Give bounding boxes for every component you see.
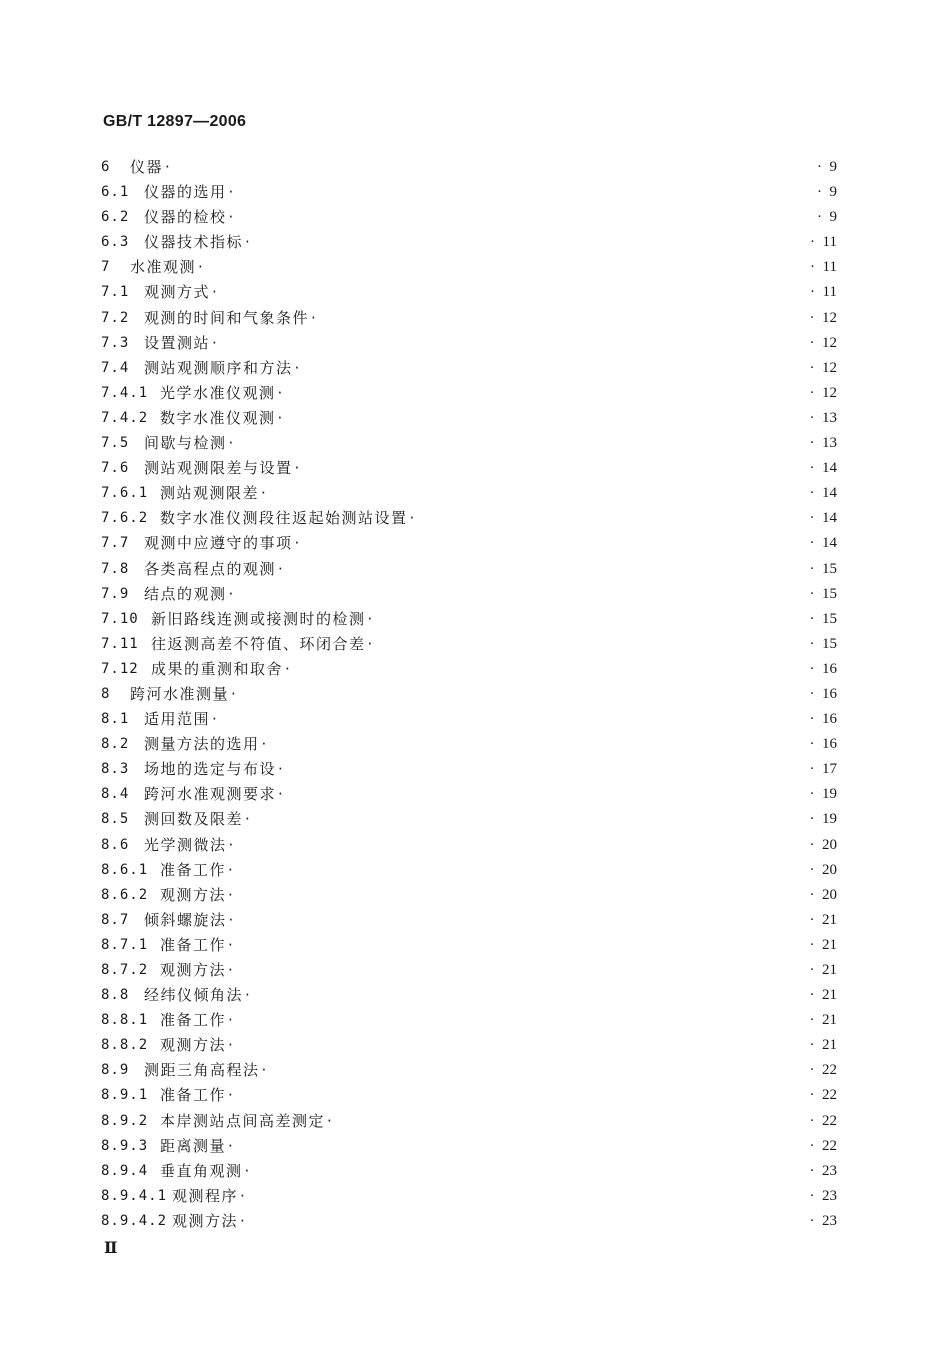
toc-entry-number: 7.8 xyxy=(101,560,130,577)
toc-entry[interactable] xyxy=(0,1159,950,1184)
toc-entry-number: 7.10 xyxy=(101,610,139,627)
toc-entry-number: 7.4.1 xyxy=(101,384,149,401)
toc-entry-page: · 16 xyxy=(810,657,838,682)
toc-entry-number: 8.6.2 xyxy=(101,886,149,903)
toc-entry[interactable] xyxy=(0,1033,950,1058)
toc-entry-title: 准备工作 · xyxy=(160,933,234,958)
toc-entry-page: · 21 xyxy=(810,958,838,983)
toc-entry-number: 8.5 xyxy=(101,811,130,828)
toc-entry-title: 新旧路线连测或接测时的检测 · xyxy=(151,607,374,632)
page-number: Ⅱ xyxy=(104,1240,118,1257)
toc-entry[interactable] xyxy=(0,732,950,757)
toc-entry[interactable] xyxy=(0,531,950,556)
toc-entry-title: 仪器的选用 · xyxy=(144,180,235,205)
toc-entry-number: 8.6.1 xyxy=(101,861,149,878)
toc-entry[interactable] xyxy=(0,1083,950,1108)
toc-entry[interactable] xyxy=(0,230,950,255)
toc-entry-page: · 19 xyxy=(810,782,838,807)
toc-entry-page: · 12 xyxy=(810,356,838,381)
toc-entry-title: 准备工作 · xyxy=(160,1008,234,1033)
toc-entry-page: · 12 xyxy=(810,306,838,331)
toc-entry-number: 8.9.2 xyxy=(101,1112,149,1129)
toc-entry-title: 水准观测 · xyxy=(130,255,204,280)
toc-entry[interactable] xyxy=(0,356,950,381)
toc-entry-title: 准备工作 · xyxy=(160,1083,234,1108)
toc-entry-number: 8.2 xyxy=(101,736,130,753)
toc-entry-page: · 22 xyxy=(810,1109,838,1134)
toc-entry[interactable] xyxy=(0,632,950,657)
toc-entry[interactable] xyxy=(0,306,950,331)
toc-entry-page: · 17 xyxy=(810,757,838,782)
toc-entry-title: 结点的观测 · xyxy=(144,582,235,607)
toc-entry-page: · 21 xyxy=(810,1033,838,1058)
toc-entry-title: 设置测站 · xyxy=(144,331,218,356)
toc-entry-number: 8.8.2 xyxy=(101,1037,149,1054)
toc-entry-page: · 16 xyxy=(810,682,838,707)
toc-entry-number: 8.9 xyxy=(101,1062,130,1079)
toc-entry[interactable] xyxy=(0,908,950,933)
toc-entry-number: 8.3 xyxy=(101,761,130,778)
toc-entry-title: 距离测量 · xyxy=(160,1134,234,1159)
toc-entry-title: 测回数及限差 · xyxy=(144,807,251,832)
toc-entry-page: · 11 xyxy=(810,280,837,305)
toc-entry-number: 7.3 xyxy=(101,334,130,351)
toc-entry-number: 7.4 xyxy=(101,359,130,376)
toc-entry[interactable] xyxy=(0,331,950,356)
toc-entry-title: 间歇与检测 · xyxy=(144,431,235,456)
toc-entry-page: · 14 xyxy=(810,531,838,556)
toc-entry[interactable] xyxy=(0,431,950,456)
toc-entry-number: 7.6 xyxy=(101,460,130,477)
toc-entry-number: 8.8 xyxy=(101,987,130,1004)
toc-entry-title: 适用范围 · xyxy=(144,707,218,732)
toc-entry-page: · 13 xyxy=(810,406,838,431)
toc-entry[interactable] xyxy=(0,1058,950,1083)
toc-entry-title: 光学测微法 · xyxy=(144,833,235,858)
toc-entry[interactable] xyxy=(0,582,950,607)
toc-entry-title: 观测的时间和气象条件 · xyxy=(144,306,317,331)
toc-entry-title: 测站观测顺序和方法 · xyxy=(144,356,301,381)
toc-entry-number: 6.3 xyxy=(101,234,130,251)
toc-entry[interactable] xyxy=(0,557,950,582)
toc-entry-page: · 20 xyxy=(810,883,838,908)
toc-entry-page: · 23 xyxy=(810,1184,838,1209)
toc-entry-number: 7.12 xyxy=(101,660,139,677)
toc-entry-page: · 12 xyxy=(810,331,838,356)
toc-entry-number: 7.6.2 xyxy=(101,510,149,527)
toc-entry-page: · 23 xyxy=(810,1209,838,1234)
toc-entry[interactable] xyxy=(0,255,950,280)
toc-entry-page: · 13 xyxy=(810,431,838,456)
toc-entry-page: · 21 xyxy=(810,908,838,933)
toc-entry[interactable] xyxy=(0,406,950,431)
toc-entry[interactable] xyxy=(0,707,950,732)
toc-entry[interactable] xyxy=(0,1109,950,1134)
toc-entry-number: 8.9.4.1 xyxy=(101,1187,168,1204)
toc-entry-page: · 20 xyxy=(810,858,838,883)
toc-entry[interactable] xyxy=(0,1008,950,1033)
toc-entry-number: 7.11 xyxy=(101,635,139,652)
toc-entry[interactable] xyxy=(0,858,950,883)
toc-entry[interactable] xyxy=(0,506,950,531)
toc-entry-number: 8.9.1 xyxy=(101,1087,149,1104)
toc-entry[interactable] xyxy=(0,1134,950,1159)
toc-entry-title: 各类高程点的观测 · xyxy=(144,557,284,582)
toc-entry-page: · 11 xyxy=(810,230,837,255)
toc-entry-page: · 9 xyxy=(817,180,837,205)
toc-entry-number: 8.1 xyxy=(101,711,130,728)
toc-entry-title: 成果的重测和取舍 · xyxy=(151,657,291,682)
toc-entry-number: 8 xyxy=(101,685,111,702)
toc-entry-title: 跨河水准观测要求 · xyxy=(144,782,284,807)
toc-entry-title: 观测方法 · xyxy=(172,1209,246,1234)
toc-entry-page: · 20 xyxy=(810,833,838,858)
toc-entry-title: 测站观测限差 · xyxy=(160,481,267,506)
toc-entry-page: · 14 xyxy=(810,481,838,506)
toc-entry-page: · 16 xyxy=(810,732,838,757)
toc-entry[interactable] xyxy=(0,782,950,807)
toc-entry[interactable] xyxy=(0,280,950,305)
toc-entry[interactable] xyxy=(0,381,950,406)
toc-entry-page: · 22 xyxy=(810,1134,838,1159)
toc-entry-title: 跨河水准测量 · xyxy=(130,682,237,707)
toc-entry-number: 6.2 xyxy=(101,209,130,226)
toc-entry-page: · 21 xyxy=(810,933,838,958)
toc-entry-number: 7.4.2 xyxy=(101,409,149,426)
toc-entry-title: 测量方法的选用 · xyxy=(144,732,268,757)
toc-entry-number: 7.9 xyxy=(101,585,130,602)
toc-entry-page: · 19 xyxy=(810,807,838,832)
toc-entry-title: 测距三角高程法 · xyxy=(144,1058,268,1083)
toc-entry-number: 7.2 xyxy=(101,309,130,326)
toc-entry-title: 数字水准仪观测 · xyxy=(160,406,284,431)
toc-entry[interactable] xyxy=(0,807,950,832)
toc-entry-page: · 14 xyxy=(810,506,838,531)
toc-entry-number: 8.9.4 xyxy=(101,1162,149,1179)
toc-entry-title: 观测程序 · xyxy=(172,1184,246,1209)
toc-entry-title: 观测中应遵守的事项 · xyxy=(144,531,301,556)
toc-entry[interactable] xyxy=(0,1209,950,1234)
toc-entry-title: 场地的选定与布设 · xyxy=(144,757,284,782)
toc-entry[interactable] xyxy=(0,205,950,230)
toc-entry-title: 仪器的检校 · xyxy=(144,205,235,230)
toc-entry-page: · 11 xyxy=(810,255,837,280)
document-id-header: GB/T 12897—2006 xyxy=(103,113,247,130)
toc-entry-number: 7.6.1 xyxy=(101,485,149,502)
toc-entry-title: 测站观测限差与设置 · xyxy=(144,456,301,481)
toc-entry[interactable] xyxy=(0,180,950,205)
toc-entry[interactable] xyxy=(0,933,950,958)
toc-entry-title: 仪器 · xyxy=(130,155,171,180)
toc-entry-page: · 22 xyxy=(810,1083,838,1108)
toc-entry-page: · 15 xyxy=(810,607,838,632)
toc-entry-number: 6 xyxy=(101,159,111,175)
toc-entry-title: 垂直角观测 · xyxy=(160,1159,251,1184)
toc-entry-title: 光学水准仪观测 · xyxy=(160,381,284,406)
toc-entry-number: 7 xyxy=(101,259,111,276)
toc-entry-title: 观测方法 · xyxy=(160,1033,234,1058)
toc-entry-number: 8.7 xyxy=(101,911,130,928)
toc-entry-page: · 21 xyxy=(810,983,838,1008)
toc-entry-page: · 23 xyxy=(810,1159,838,1184)
toc-entry[interactable] xyxy=(0,958,950,983)
toc-entry[interactable] xyxy=(0,607,950,632)
toc-entry-number: 8.9.3 xyxy=(101,1137,149,1154)
toc-entry-number: 7.1 xyxy=(101,284,130,301)
toc-entry[interactable] xyxy=(0,155,950,180)
toc-entry-title: 往返测高差不符值、环闭合差 · xyxy=(151,632,374,657)
toc-entry-number: 8.6 xyxy=(101,836,130,853)
toc-entry-number: 8.8.1 xyxy=(101,1012,149,1029)
toc-entry-title: 观测方法 · xyxy=(160,958,234,983)
toc-entry-title: 数字水准仪测段往返起始测站设置 · xyxy=(160,506,416,531)
toc-entry[interactable] xyxy=(0,456,950,481)
toc-entry[interactable] xyxy=(0,657,950,682)
toc-entry[interactable] xyxy=(0,983,950,1008)
toc-entry-page: · 14 xyxy=(810,456,838,481)
toc-entry[interactable] xyxy=(0,757,950,782)
toc-entry-page: · 9 xyxy=(817,205,837,230)
toc-entry-number: 6.1 xyxy=(101,184,130,201)
toc-entry[interactable] xyxy=(0,1184,950,1209)
toc-entry-title: 本岸测站点间高差测定 · xyxy=(160,1109,333,1134)
toc-entry-number: 8.7.2 xyxy=(101,962,149,978)
toc-entry-page: · 22 xyxy=(810,1058,838,1083)
table-of-contents xyxy=(0,155,950,1234)
toc-entry-title: 准备工作 · xyxy=(160,858,234,883)
toc-entry-number: 7.5 xyxy=(101,435,130,452)
toc-entry-title: 观测方法 · xyxy=(160,883,234,908)
toc-entry-page: · 12 xyxy=(810,381,838,406)
toc-entry-number: 8.9.4.2 xyxy=(101,1212,168,1229)
toc-entry-title: 倾斜螺旋法 · xyxy=(144,908,235,933)
toc-entry-page: · 9 xyxy=(817,155,837,180)
toc-entry-number: 8.4 xyxy=(101,786,130,803)
toc-entry-page: · 15 xyxy=(810,632,838,657)
toc-entry[interactable] xyxy=(0,883,950,908)
toc-entry-title: 观测方式 · xyxy=(144,280,218,305)
toc-entry-title: 经纬仪倾角法 · xyxy=(144,983,251,1008)
toc-entry-title: 仪器技术指标 · xyxy=(144,230,251,255)
toc-entry-page: · 15 xyxy=(810,557,838,582)
toc-entry[interactable] xyxy=(0,682,950,707)
toc-entry-page: · 15 xyxy=(810,582,838,607)
toc-entry-page: · 16 xyxy=(810,707,838,732)
toc-entry-number: 8.7.1 xyxy=(101,936,149,953)
toc-entry[interactable] xyxy=(0,481,950,506)
toc-entry-number: 7.7 xyxy=(101,535,130,552)
toc-entry[interactable] xyxy=(0,833,950,858)
toc-entry-page: · 21 xyxy=(810,1008,838,1033)
